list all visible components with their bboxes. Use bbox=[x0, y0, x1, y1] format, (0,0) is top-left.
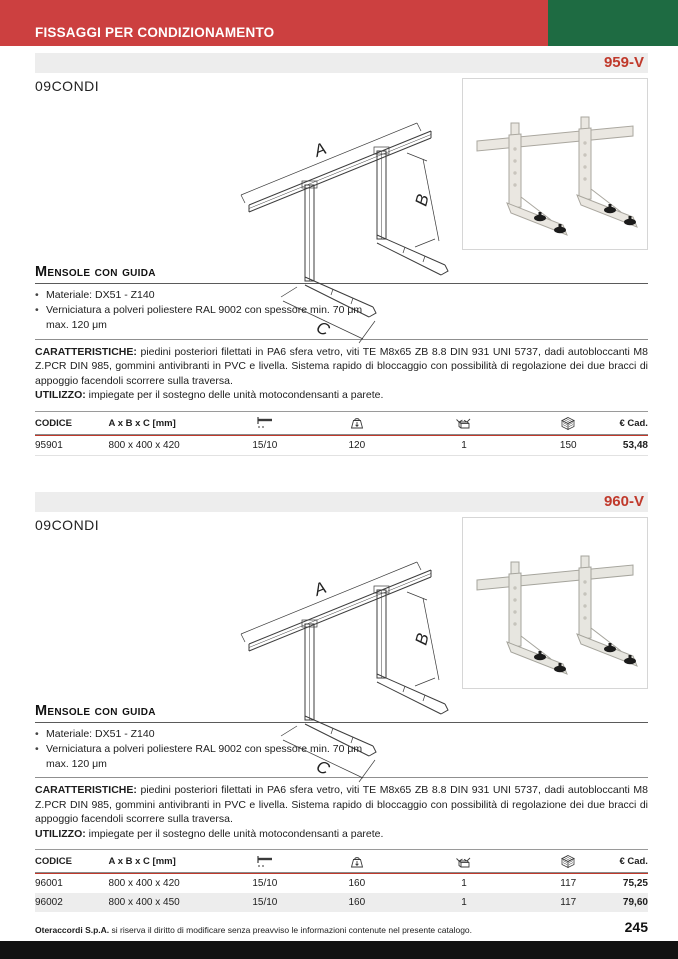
cell-per-pallet: 117 bbox=[560, 897, 577, 909]
cell-codice: 96001 bbox=[35, 878, 63, 890]
cell-load: 120 bbox=[348, 439, 366, 451]
family-code: 09CONDI bbox=[35, 78, 100, 94]
spec-list bbox=[35, 284, 648, 340]
usage-label: UTILIZZO: bbox=[35, 389, 86, 402]
header-green-block bbox=[548, 0, 678, 46]
bottom-black-bar bbox=[0, 941, 678, 959]
table-row bbox=[35, 893, 648, 912]
cell-load: 160 bbox=[348, 897, 366, 909]
spec-text: Verniciatura a polveri poliestere RAL 9002 con spessore min. 70 μm bbox=[46, 304, 363, 317]
col-codice: CODICE bbox=[35, 417, 72, 429]
carton-icon bbox=[455, 855, 473, 869]
table-row bbox=[35, 874, 648, 893]
characteristics-label: CARATTERISTICHE: bbox=[35, 345, 137, 358]
bracket-line-drawing bbox=[235, 534, 467, 779]
dim-label-a: A bbox=[311, 138, 330, 161]
product-table bbox=[35, 849, 648, 912]
characteristics-paragraph bbox=[35, 345, 648, 388]
characteristics-block bbox=[35, 340, 648, 403]
cell-per-box: 1 bbox=[461, 878, 467, 890]
page-number: 245 bbox=[624, 919, 648, 935]
usage-line bbox=[35, 827, 648, 841]
spec-text: Materiale: DX51 - Z140 bbox=[46, 727, 155, 740]
cell-price: 53,48 bbox=[622, 439, 648, 451]
page-footer bbox=[35, 919, 648, 935]
col-dimensions: A x B x C [mm] bbox=[108, 417, 176, 429]
col-thickness bbox=[225, 416, 305, 430]
spec-item bbox=[35, 303, 648, 318]
table-row bbox=[35, 436, 648, 455]
table-header-row bbox=[35, 850, 648, 872]
thickness-icon bbox=[256, 416, 274, 430]
cell-dimensions: 800 x 400 x 420 bbox=[108, 439, 180, 451]
bracket-photo-graphic bbox=[463, 79, 647, 249]
col-load-capacity bbox=[305, 855, 409, 869]
usage-text: impiegate per il sostegno delle unità motocondensanti a parete. bbox=[85, 389, 384, 402]
model-band bbox=[35, 53, 648, 73]
bracket-line-drawing bbox=[235, 95, 467, 340]
col-codice: CODICE bbox=[35, 856, 72, 868]
footer-disclaimer-text: si riserva il diritto di modificare senza preavviso le informazioni contenute nel presente catalogo. bbox=[109, 925, 473, 935]
characteristics-paragraph bbox=[35, 783, 648, 826]
spec-list bbox=[35, 723, 648, 779]
technical-drawing bbox=[235, 534, 467, 779]
col-price: € Cad. bbox=[619, 417, 648, 429]
spec-item bbox=[35, 742, 648, 757]
cell-codice: 95901 bbox=[35, 439, 63, 451]
spec-item bbox=[35, 288, 648, 303]
page-content bbox=[35, 53, 648, 912]
cell-per-pallet: 117 bbox=[560, 878, 577, 890]
technical-drawing bbox=[235, 95, 467, 340]
spec-text: Materiale: DX51 - Z140 bbox=[46, 289, 155, 301]
characteristics-block bbox=[35, 778, 648, 841]
dim-label-c: C bbox=[313, 317, 333, 340]
col-price: € Cad. bbox=[619, 856, 648, 868]
dim-label-c: C bbox=[313, 756, 333, 779]
pallet-icon bbox=[559, 416, 577, 431]
usage-line bbox=[35, 388, 648, 402]
spec-text: Verniciatura a polveri poliestere RAL 9002 con spessore min. 70 μm bbox=[46, 742, 363, 755]
pallet-icon bbox=[559, 854, 577, 869]
model-code: 960-V bbox=[603, 492, 644, 510]
bullet-icon: • bbox=[35, 727, 39, 740]
carton-icon bbox=[455, 416, 473, 430]
cell-per-box: 1 bbox=[461, 439, 467, 451]
cell-price: 75,25 bbox=[622, 878, 648, 890]
characteristics-text: piedini posteriori filettati in PA6 sfera vetro, viti TE M8x65 ZB 8.8 DIN 931 UNI 5737, dadi autobloccanti M8 Z.PCR DIN 985, gommini antivibranti in PVC e livella. Sistema rapido di bloccaggio con possibilità di regolazione dei due bracci di appoggio facendoli scorrere sulla traversa. bbox=[35, 345, 648, 387]
model-band bbox=[35, 492, 648, 512]
cell-thickness: 15/10 bbox=[252, 439, 278, 451]
cell-price: 79,60 bbox=[622, 897, 648, 909]
characteristics-text: piedini posteriori filettati in PA6 sfera vetro, viti TE M8x65 ZB 8.8 DIN 931 UNI 5737, dadi autobloccanti M8 Z.PCR DIN 985, gommini antivibranti in PVC e livella. Sistema rapido di bloccaggio con possibilità di regolazione dei due bracci di appoggio facendoli scorrere sulla traversa. bbox=[35, 784, 648, 826]
cell-load: 160 bbox=[348, 878, 366, 890]
product-section-959v bbox=[35, 53, 648, 456]
col-pieces-per-pallet bbox=[519, 854, 617, 869]
cell-thickness: 15/10 bbox=[252, 878, 278, 890]
col-thickness bbox=[225, 855, 305, 869]
product-title: Mensole con guida bbox=[35, 264, 648, 284]
cell-thickness: 15/10 bbox=[252, 897, 278, 909]
footer-company: Oteraccordi S.p.A. bbox=[35, 925, 110, 935]
spec-continuation: max. 120 μm bbox=[46, 319, 107, 332]
col-pieces-per-box bbox=[409, 416, 519, 430]
product-section-960v bbox=[35, 492, 648, 913]
spec-item bbox=[35, 727, 648, 742]
product-photo bbox=[462, 78, 648, 250]
dim-label-b: B bbox=[411, 630, 433, 647]
dim-label-b: B bbox=[411, 192, 433, 209]
dim-label-a: A bbox=[311, 577, 330, 600]
load-capacity-icon bbox=[348, 855, 366, 869]
bullet-icon: • bbox=[35, 742, 39, 755]
col-pieces-per-box bbox=[409, 855, 519, 869]
load-capacity-icon bbox=[348, 416, 366, 430]
table-bottom-rule bbox=[35, 455, 648, 456]
col-load-capacity bbox=[305, 416, 409, 430]
usage-text: impiegate per il sostegno delle unità motocondensanti a parete. bbox=[85, 827, 384, 840]
model-code: 959-V bbox=[603, 54, 644, 71]
product-title: Mensole con guida bbox=[35, 703, 648, 723]
cell-dimensions: 800 x 400 x 450 bbox=[108, 897, 180, 909]
usage-label: UTILIZZO: bbox=[35, 827, 86, 840]
spec-continuation: max. 120 μm bbox=[46, 758, 107, 771]
characteristics-label: CARATTERISTICHE: bbox=[35, 784, 137, 797]
cell-per-pallet: 150 bbox=[559, 439, 577, 451]
cell-codice: 96002 bbox=[35, 897, 63, 909]
footer-disclaimer bbox=[35, 925, 472, 935]
family-code: 09CONDI bbox=[35, 516, 100, 533]
cell-dimensions: 800 x 400 x 420 bbox=[108, 878, 180, 890]
cell-per-box: 1 bbox=[461, 897, 467, 909]
table-header-row bbox=[35, 412, 648, 434]
col-dimensions: A x B x C [mm] bbox=[108, 856, 176, 868]
bullet-icon: • bbox=[35, 289, 39, 301]
bullet-icon: • bbox=[35, 304, 39, 317]
category-title: FISSAGGI PER CONDIZIONAMENTO bbox=[35, 25, 275, 40]
product-table bbox=[35, 411, 648, 456]
category-header-bar bbox=[0, 0, 678, 46]
col-pieces-per-pallet bbox=[519, 416, 617, 431]
product-photo bbox=[462, 517, 648, 689]
thickness-icon bbox=[256, 855, 274, 869]
bracket-photo-graphic bbox=[463, 518, 647, 688]
